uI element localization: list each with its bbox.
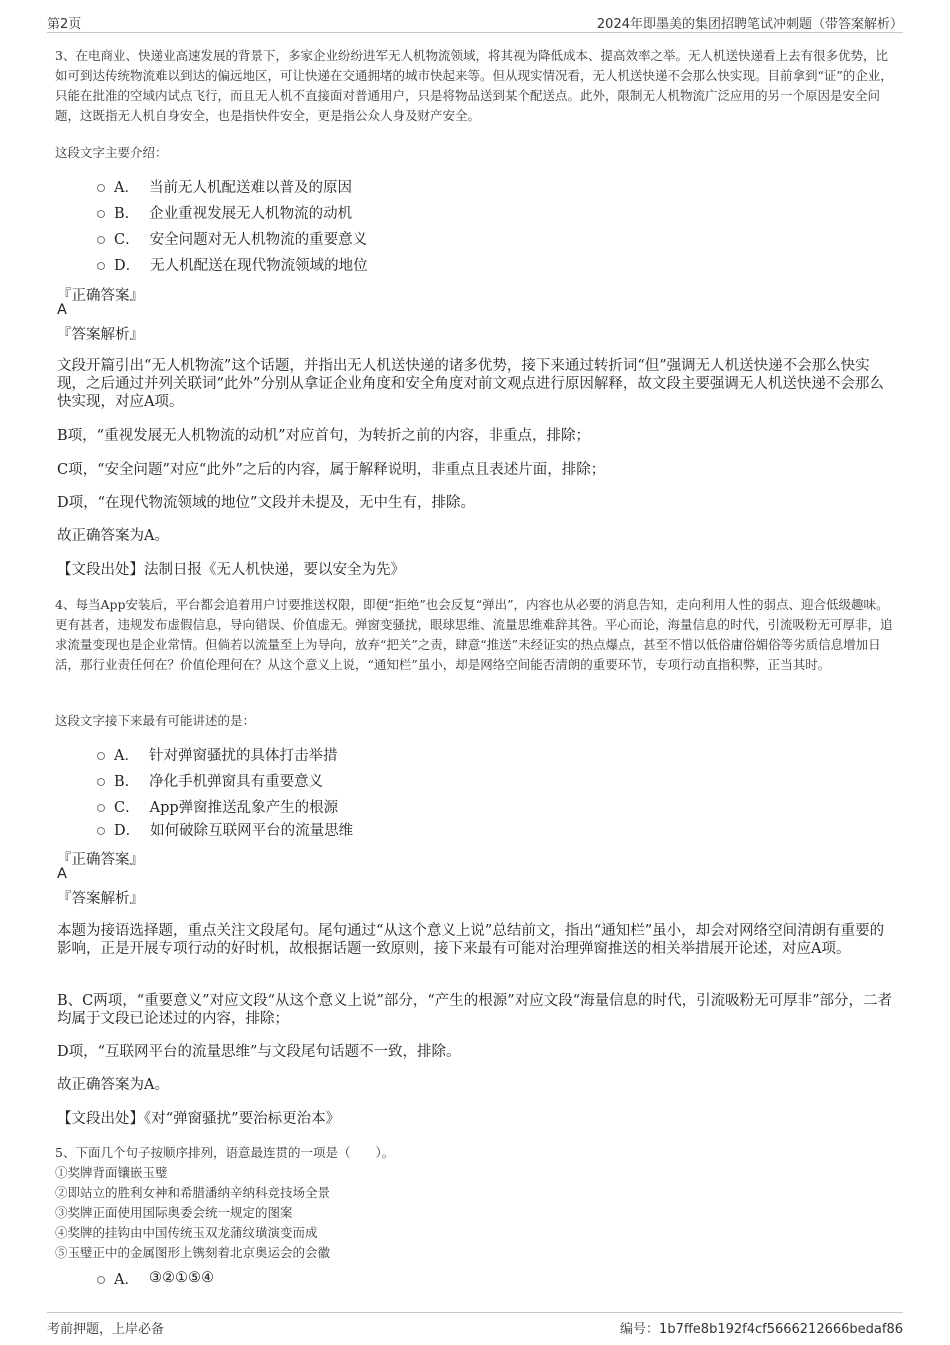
option-text: ③②①⑤④ xyxy=(148,1270,214,1286)
document-title: 2024年即墨美的集团招聘笔试冲刺题（带答案解析） xyxy=(596,17,903,32)
option-text: App弹窗推送乱象产生的根源 xyxy=(149,799,339,816)
q3-option-b[interactable] xyxy=(97,200,352,224)
option-text: 净化手机弹窗具有重要意义 xyxy=(149,773,324,790)
option-text: 如何破除互联网平台的流量思维 xyxy=(150,822,354,839)
option-text: 企业重视发展无人机物流的动机 xyxy=(149,205,353,222)
q3-answer-label: 『正确答案』 xyxy=(57,288,144,304)
option-text: 当前无人机配送难以普及的原因 xyxy=(148,179,352,196)
option-letter: D． xyxy=(114,257,141,274)
q4-analysis-paragraph: 本题为接语选择题，重点关注文段尾句。尾句通过“从这个意义上说”总结前文，指出“通知栏”虽小，却会对网络空间清朗有重要的影响，正是开展专项行动的好时机，故根据话题一致原则，接下来最有可能对治理弹窗推送的相关举措展开论述，对应A项。 xyxy=(57,923,885,957)
page-header xyxy=(47,10,903,33)
q3-analysis-paragraph: D项，“在现代物流领域的地位”文段并未提及，无中生有，排除。 xyxy=(57,495,475,511)
option-text: 无人机配送在现代物流领域的地位 xyxy=(150,257,368,274)
q4-option-a[interactable] xyxy=(97,742,337,766)
q3-answer: A xyxy=(57,302,67,318)
radio-button-icon[interactable] xyxy=(97,210,105,218)
q3-option-a[interactable] xyxy=(97,174,352,198)
q5-sentence: ③奖牌正面使用国际奥委会统一规定的图案 xyxy=(55,1205,293,1220)
code-value: 1b7ffe8b192f4cf5666212666bedaf86 xyxy=(659,1322,903,1337)
radio-button-icon[interactable] xyxy=(97,184,105,192)
q3-analysis-paragraph: C项，“安全问题”对应“此外”之后的内容，属于解释说明，非重点且表述片面，排除； xyxy=(57,462,606,478)
q4-stem: 4、每当App安装后，平台都会追着用户讨要推送权限，即便“拒绝”也会反复“弹出”，内容也从必要的消息告知，走向利用人性的弱点、迎合低级趣味。更有甚者，违规发布虚假信息，导向错误、价值虚无。弹窗变骚扰，眼球思维、流量思维难辞其咎。平心而论，海量信息的时代，引流吸粉无可厚非，追求流量变现也是企业常情。但倘若以流量至上为导向，放弃“把关”之责，肆意“推送”未经证实的热点爆点，甚至不惜以低俗庸俗媚俗等劣质信息增加日活，那行业责任何在？价值伦理何在？从这个意义上说，“通知栏”虽小，却是网络空间能否清朗的重要环节，专项行动直指积弊，正当其时。 xyxy=(55,597,893,672)
option-letter: C． xyxy=(114,231,140,248)
q5-sentence: ④奖牌的挂钩由中国传统玉双龙蒲纹璜演变而成 xyxy=(55,1225,318,1240)
q3-option-c[interactable] xyxy=(97,226,367,250)
q5-sentence: ⑤玉璧正中的金属图形上镌刻着北京奥运会的会徽 xyxy=(55,1245,331,1260)
option-letter: A． xyxy=(114,179,139,196)
option-letter: A． xyxy=(114,1271,139,1288)
page-footer xyxy=(47,1312,903,1337)
code-label: 编号： xyxy=(620,1322,660,1337)
option-text: 安全问题对无人机物流的重要意义 xyxy=(149,231,368,248)
option-text: 针对弹窗骚扰的具体打击举措 xyxy=(148,747,338,764)
option-letter: B． xyxy=(114,205,140,222)
option-letter: B． xyxy=(114,773,140,790)
q3-analysis-paragraph: 文段开篇引出“无人机物流”这个话题，并指出无人机送快递的诸多优势，接下来通过转折词“但”强调无人机送快递不会那么快实现，之后通过并列关联词“此外”分别从拿证企业角度和安全角度对前文观点进行原因解释，故文段主要强调无人机送快递不会那么快实现，对应A项。 xyxy=(57,358,884,410)
q3-option-d[interactable] xyxy=(97,252,368,276)
q4-prompt: 这段文字接下来最有可能讲述的是： xyxy=(55,713,256,728)
document-code xyxy=(620,1318,903,1337)
radio-button-icon[interactable] xyxy=(97,262,105,270)
q4-answer: A xyxy=(57,866,67,882)
q5-stem: 5、下面几个句子按顺序排列，语意最连贯的一项是（ ）。 xyxy=(55,1145,395,1160)
q3-analysis-paragraph: 故正确答案为A。 xyxy=(57,528,169,544)
radio-button-icon[interactable] xyxy=(97,1276,105,1284)
option-letter: D． xyxy=(114,822,141,839)
q3-analysis-paragraph: B项，“重视发展无人机物流的动机”对应首句，为转折之前的内容，非重点，排除； xyxy=(57,428,590,444)
page-number: 第2页 xyxy=(47,17,82,32)
option-letter: C． xyxy=(114,799,140,816)
q5-option-a[interactable] xyxy=(97,1266,214,1290)
q3-source: 【文段出处】法制日报《无人机快递，要以安全为先》 xyxy=(57,562,405,578)
q3-prompt: 这段文字主要介绍： xyxy=(55,145,168,160)
q3-stem: 3、在电商业、快递业高速发展的背景下，多家企业纷纷进军无人机物流领域，将其视为降低成本、提高效率之举。无人机送快递看上去有很多优势，比如可到达传统物流难以到达的偏远地区，可让快递在交通拥堵的城市快起来等。但从现实情况看，无人机送快递不会那么快实现。目前拿到“证”的企业，只能在批准的空域内试点飞行，而且无人机不直接面对普通用户，只是将物品送到某个配送点。此外，限制无人机物流广泛应用的另一个原因是安全问题，这既指无人机自身安全，也是指快件安全，更是指公众人身及财产安全。 xyxy=(55,48,893,123)
q4-analysis-paragraph: 故正确答案为A。 xyxy=(57,1077,169,1093)
q4-answer-label: 『正确答案』 xyxy=(57,852,144,868)
q4-analysis-paragraph: D项，“互联网平台的流量思维”与文段尾句话题不一致，排除。 xyxy=(57,1044,461,1060)
q4-analysis-label: 『答案解析』 xyxy=(57,891,144,907)
q4-option-b[interactable] xyxy=(97,768,323,792)
q4-option-c[interactable] xyxy=(97,794,338,818)
q4-source: 【文段出处】《对“弹窗骚扰”要治标更治本》 xyxy=(57,1111,341,1127)
radio-button-icon[interactable] xyxy=(97,778,105,786)
radio-button-icon[interactable] xyxy=(97,804,105,812)
q5-sentence: ②即站立的胜利女神和希腊潘纳辛纳科竞技场全景 xyxy=(55,1185,331,1200)
q4-option-d[interactable] xyxy=(97,817,353,841)
radio-button-icon[interactable] xyxy=(97,236,105,244)
q4-analysis-paragraph: B、C两项，“重要意义”对应文段“从这个意义上说”部分，“产生的根源”对应文段“海量信息的时代，引流吸粉无可厚非”部分，二者均属于文段已论述过的内容，排除； xyxy=(57,993,893,1027)
radio-button-icon[interactable] xyxy=(97,752,105,760)
q3-analysis-label: 『答案解析』 xyxy=(57,327,144,343)
q5-sentence: ①奖牌背面镶嵌玉璧 xyxy=(55,1165,168,1180)
radio-button-icon[interactable] xyxy=(97,827,105,835)
option-letter: A． xyxy=(114,747,139,764)
footer-slogan: 考前押题，上岸必备 xyxy=(47,1322,165,1337)
